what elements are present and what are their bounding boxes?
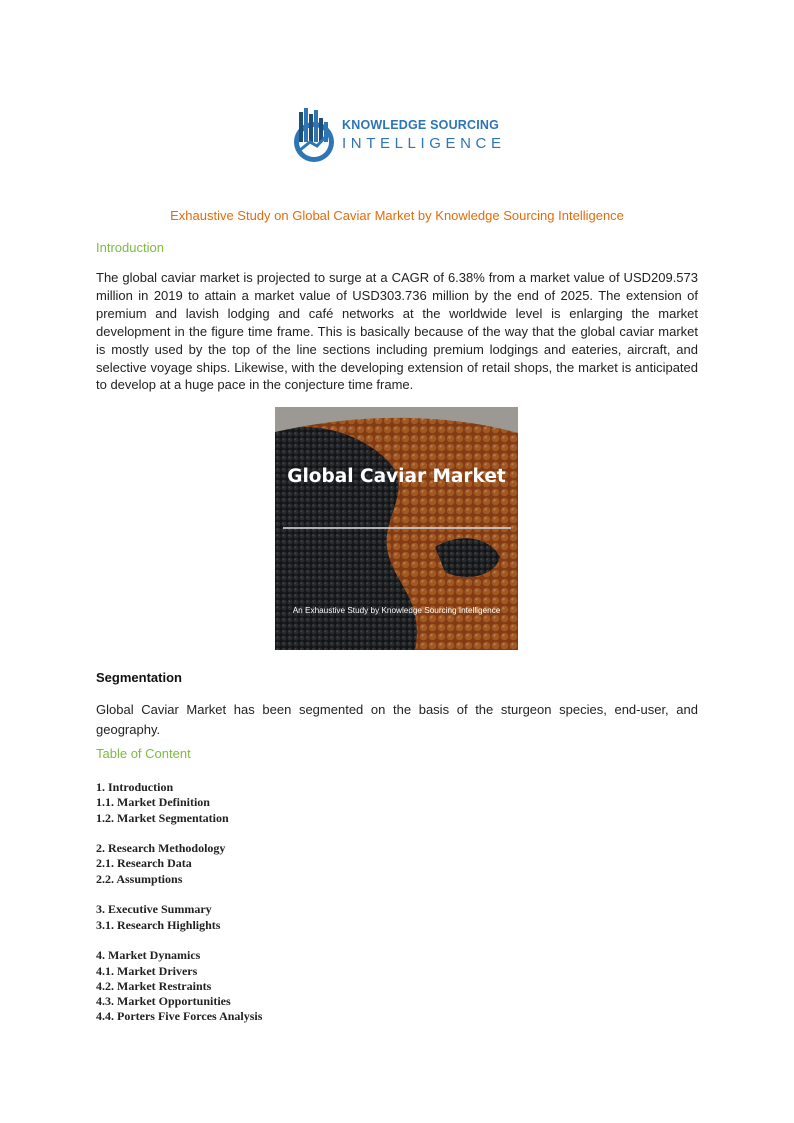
toc-entry: 2.2. Assumptions [96,871,183,886]
introduction-paragraph: The global caviar market is projected to surge at a CAGR of 6.38% from a market value of USD209.573 million in 2019 to attain a market value of USD303.736 million by the end of 2025. The extension of premium and lavish lodging and café networks at the worldwide level is enlarging the market development in the figure time frame. This is basically because of the way that the global caviar market is mostly used by the top of the line sections including premium lodgings and eateries, aircraft, and selective voyage ships. Likewise, with the developing extension of retail shops, the market is anticipated to develop at a huge pace in the conjecture time frame. [96,270,698,393]
table-of-content-list [96,780,262,1025]
toc-entry: 3.1. Research Highlights [96,917,221,932]
toc-entry: 1.1. Market Definition [96,795,210,810]
toc-entry: 4.4. Porters Five Forces Analysis [96,1009,263,1024]
toc-entry: 2.1. Research Data [96,856,192,871]
company-logo [290,104,510,166]
logo-name-line2: INTELLIGENCE [342,134,506,152]
toc-entry: 3. Executive Summary [96,902,212,917]
segmentation-paragraph: Global Caviar Market has been segmented on the basis of the sturgeon species, end-user, and geography. [96,702,698,737]
toc-entry: 1.2. Market Segmentation [96,810,229,825]
document-title: Exhaustive Study on Global Caviar Market by Knowledge Sourcing Intelligence [170,208,624,223]
cover-image-title: Global Caviar Market [287,466,506,487]
logo-name-line1: KNOWLEDGE SOURCING [342,118,500,133]
cover-image-subtitle: An Exhaustive Study by Knowledge Sourcing Intelligence [292,606,501,615]
toc-entry: 4.1. Market Drivers [96,963,198,978]
introduction-heading: Introduction [96,240,164,255]
segmentation-heading: Segmentation [96,670,182,685]
toc-entry: 1. Introduction [96,780,174,794]
building-chart-logo-icon [290,106,338,164]
toc-entry: 4.2. Market Restraints [96,978,212,993]
toc-entry: 2. Research Methodology [96,841,226,856]
toc-entry: 4. Market Dynamics [96,948,201,963]
toc-entry: 4.3. Market Opportunities [96,994,231,1009]
table-of-content-heading: Table of Content [96,746,191,761]
caviar-market-cover-image [275,407,518,650]
